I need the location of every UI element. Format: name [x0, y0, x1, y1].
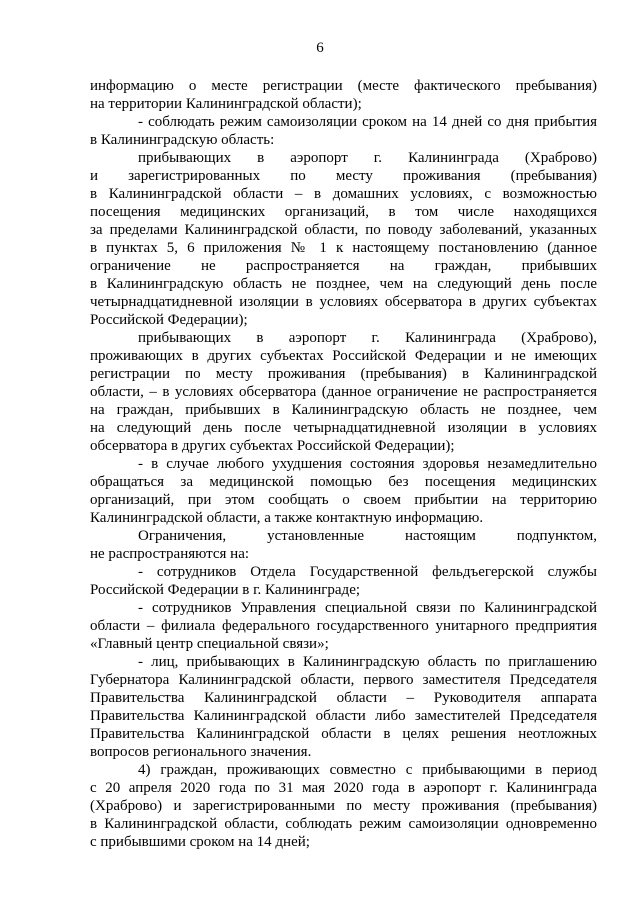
- text-line: на следующий день после четырнадцатидневной изоляции в условиях: [90, 420, 597, 436]
- text-line: не распространяются на:: [90, 546, 250, 562]
- text-line: - соблюдать режим самоизоляции сроком на 14 дней со дня прибытия: [138, 114, 597, 130]
- text-line: проживающих в других субъектах Российской Федерации и не имеющих: [90, 348, 597, 364]
- text-line: Губернатора Калининградской области, первого заместителя Председателя: [90, 672, 597, 688]
- text-line: в Калининградской области, соблюдать режим самоизоляции одновременно: [90, 816, 597, 832]
- text-line: организаций, при этом сообщать о своем прибытии на территорию: [90, 492, 597, 508]
- text-line: четырнадцатидневной изоляции в условиях обсерватора в других субъектах: [90, 294, 597, 310]
- text-line: с прибывшими сроком на 14 дней;: [90, 834, 310, 850]
- text-line: области – филиала федерального государственного унитарного предприятия: [90, 618, 597, 634]
- text-line: прибывающих в аэропорт г. Калининграда (Храброво),: [138, 330, 597, 346]
- text-line: Правительства Калининградской области – Руководителя аппарата: [90, 690, 597, 706]
- text-line: обращаться за медицинской помощью без посещения медицинских: [90, 474, 597, 490]
- text-line: Калининградской области, а также контактную информацию.: [90, 510, 484, 526]
- text-line: в Калининградскую область не позднее, чем на следующий день после: [90, 276, 597, 292]
- text-line: на территории Калининградской области);: [90, 96, 362, 112]
- text-line: Российской Федерации);: [90, 312, 248, 328]
- text-line: в пунктах 5, 6 приложения № 1 к настоящему постановлению (данное: [90, 240, 597, 256]
- text-line: Ограничения, установленные настоящим подпунктом,: [138, 528, 597, 544]
- text-line: Правительства Калининградской области либо заместителей Председателя: [90, 708, 597, 724]
- text-line: в Калининградской области – в домашних условиях, с возможностью: [90, 186, 597, 202]
- page-number: 6: [316, 40, 324, 56]
- text-line: и зарегистрированных по месту проживания (пребывания): [90, 168, 597, 184]
- text-line: - сотрудников Отдела Государственной фельдъегерской службы: [138, 564, 597, 580]
- text-line: - сотрудников Управления специальной связи по Калининградской: [138, 600, 597, 616]
- text-line: на граждан, прибывших в Калининградскую область не позднее, чем: [90, 402, 597, 418]
- text-line: (Храброво) и зарегистрированными по месту проживания (пребывания): [90, 798, 597, 814]
- text-line: - в случае любого ухудшения состояния здоровья незамедлительно: [138, 456, 597, 472]
- text-line: Правительства Калининградской области в целях решения неотложных: [90, 726, 597, 742]
- text-line: посещения медицинских организаций, в том числе находящихся: [90, 204, 597, 220]
- text-line: обсерватора в других субъектах Российской Федерации);: [90, 438, 455, 454]
- text-line: Российской Федерации в г. Калининграде;: [90, 582, 361, 598]
- text-line: области, – в условиях обсерватора (данное ограничение не распространяется: [90, 384, 597, 400]
- text-line: в Калининградскую область:: [90, 132, 275, 148]
- text-line: вопросов регионального значения.: [90, 744, 312, 760]
- text-line: 4) граждан, проживающих совместно с прибывающими в период: [138, 762, 597, 778]
- text-line: информацию о месте регистрации (месте фактического пребывания): [90, 78, 597, 94]
- text-line: ограничение не распространяется на граждан, прибывших: [90, 258, 597, 274]
- text-line: прибывающих в аэропорт г. Калининграда (Храброво): [138, 150, 597, 166]
- text-line: регистрации по месту проживания (пребывания) в Калининградской: [90, 366, 597, 382]
- text-line: за пределами Калининградской области, по поводу заболеваний, указанных: [90, 222, 597, 238]
- text-line: «Главный центр специальной связи»;: [90, 636, 329, 652]
- text-line: - лиц, прибывающих в Калининградскую область по приглашению: [138, 654, 597, 670]
- text-line: с 20 апреля 2020 года по 31 мая 2020 года в аэропорт г. Калининграда: [90, 780, 597, 796]
